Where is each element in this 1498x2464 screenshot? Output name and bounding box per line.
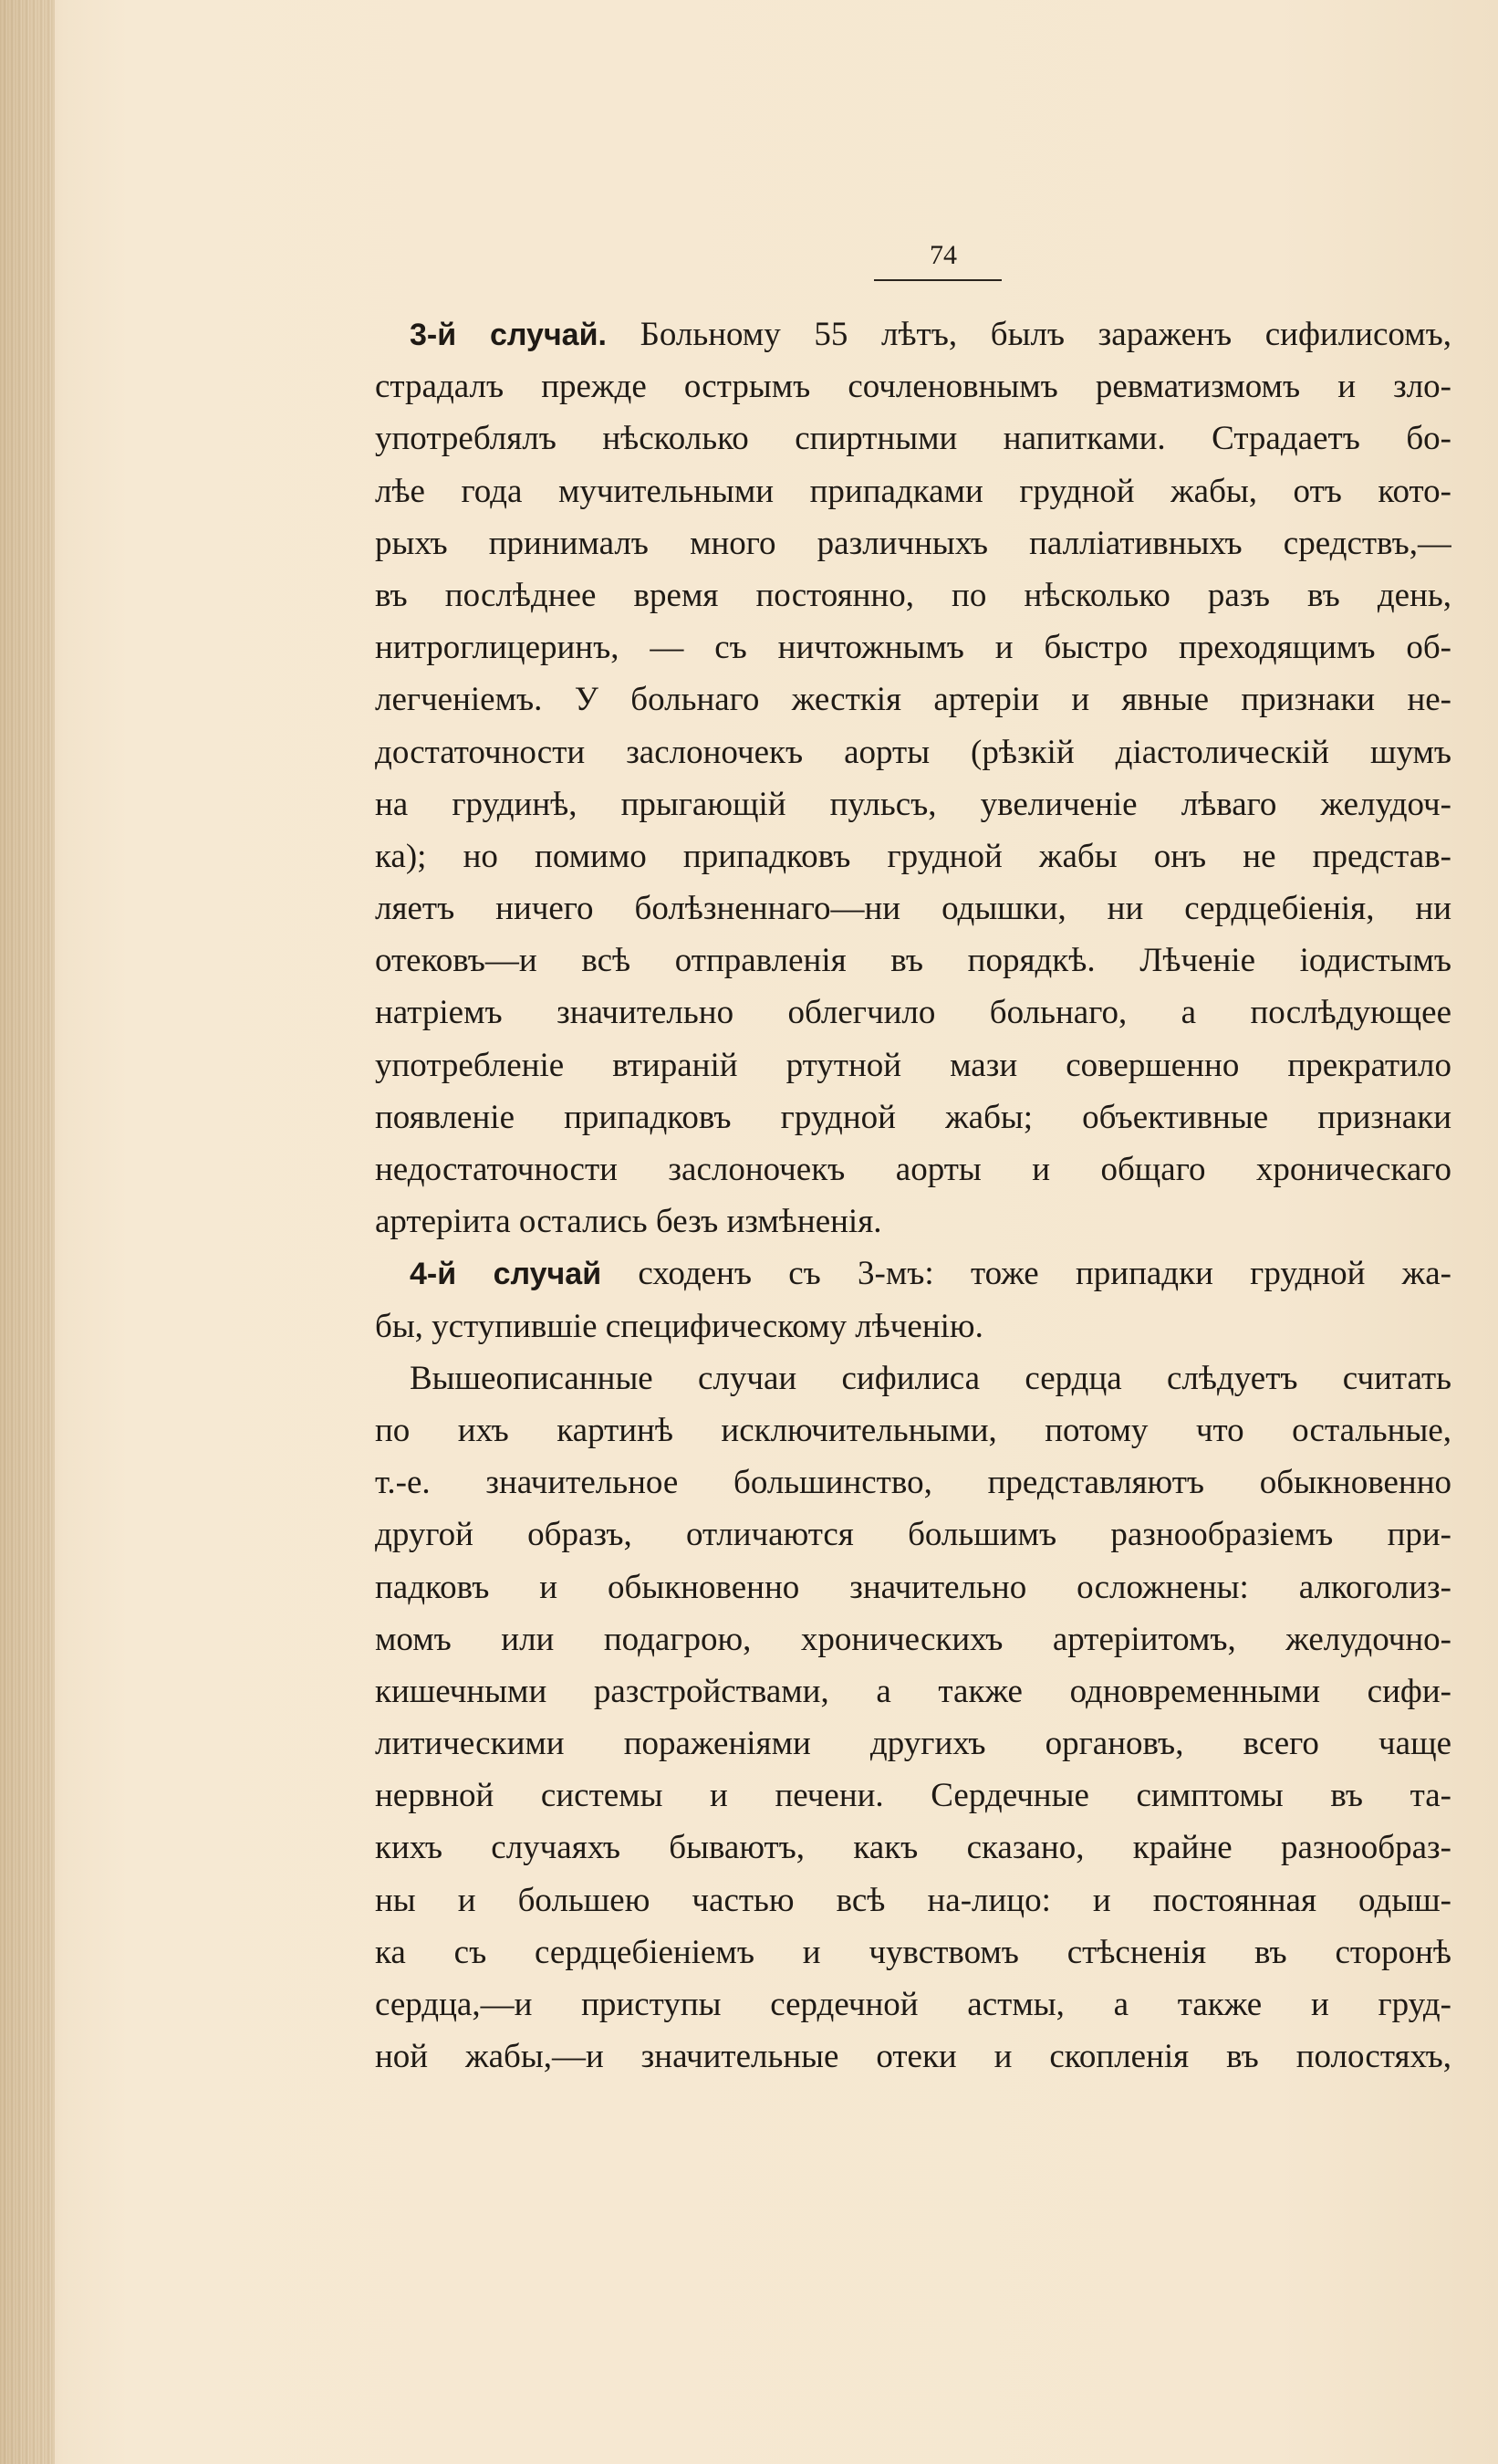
line-text: бы, уступившіе специфическому лѣченію. bbox=[375, 1307, 983, 1345]
line-text: недостаточности заслоночекъ аорты и общаго хроническаго bbox=[375, 1151, 1451, 1188]
text-line bbox=[375, 1404, 1451, 1456]
text-line bbox=[375, 987, 1451, 1039]
text-line bbox=[375, 934, 1451, 987]
text-line bbox=[375, 1195, 1451, 1248]
text-line bbox=[375, 726, 1451, 778]
text-line bbox=[375, 1561, 1451, 1613]
line-text: т.-е. значительное большинство, представляютъ обыкновенно bbox=[375, 1464, 1451, 1502]
line-text: кишечными разстройствами, а также одновременными сифи- bbox=[375, 1672, 1451, 1710]
text-line bbox=[375, 1613, 1451, 1665]
text-line bbox=[375, 569, 1451, 621]
line-text: появленіе припадковъ грудной жабы; объективные признаки bbox=[375, 1098, 1451, 1136]
line-text: падковъ и обыкновенно значительно осложнены: алкоголиз- bbox=[375, 1568, 1451, 1606]
page-number: 74 bbox=[930, 240, 957, 270]
line-text: сердца,—и приступы сердечной астмы, а также и груд- bbox=[375, 1986, 1451, 2023]
line-text: на грудинѣ, прыгающій пульсъ, увеличеніе лѣваго желудоч- bbox=[375, 785, 1451, 823]
case-heading: 3-й случай. bbox=[410, 318, 607, 352]
text-line bbox=[375, 1979, 1451, 2031]
line-text: артеріита остались безъ измѣненія. bbox=[375, 1203, 882, 1241]
text-line bbox=[375, 1352, 1451, 1404]
line-text: момъ или подагрою, хроническихъ артеріитомъ, желудочно- bbox=[375, 1620, 1451, 1658]
page-number-rule bbox=[874, 279, 1002, 281]
text-line bbox=[375, 412, 1451, 465]
text-line bbox=[375, 778, 1451, 830]
line-text: кихъ случаяхъ бываютъ, какъ сказано, крайне разнообраз- bbox=[375, 1829, 1451, 1867]
body-text bbox=[375, 308, 1451, 2083]
text-line bbox=[375, 1874, 1451, 1926]
text-line bbox=[375, 1091, 1451, 1143]
text-line bbox=[375, 673, 1451, 726]
text-line bbox=[375, 621, 1451, 673]
text-line bbox=[375, 882, 1451, 934]
text-line bbox=[375, 1717, 1451, 1770]
text-line bbox=[375, 2031, 1451, 2083]
line-text: другой образъ, отличаются большимъ разнообразіемъ при- bbox=[375, 1516, 1451, 1554]
line-text: достаточности заслоночекъ аорты (рѣзкій діастолическій шумъ bbox=[375, 733, 1451, 771]
line-text: натріемъ значительно облегчило больнаго, а послѣдующее bbox=[375, 994, 1451, 1032]
case-heading: 4-й случай bbox=[410, 1257, 602, 1292]
line-text: страдалъ прежде острымъ сочленовнымъ ревматизмомъ и зло- bbox=[375, 368, 1451, 406]
line-text: нитроглицеринъ, — съ ничтожнымъ и быстро преходящимъ об- bbox=[375, 629, 1451, 667]
text-line bbox=[375, 1143, 1451, 1195]
text-line bbox=[375, 1926, 1451, 1979]
line-text: употребленіе втираній ртутной мази совершенно прекратило bbox=[375, 1046, 1451, 1084]
line-text: ны и большею частью всѣ на-лицо: и постоянная одыш- bbox=[375, 1881, 1451, 1919]
line-text: ной жабы,—и значительные отеки и скопленія въ полостяхъ, bbox=[375, 2038, 1451, 2076]
line-text: литическими пораженіями другихъ органовъ, всего чаще bbox=[375, 1725, 1451, 1763]
line-text: отековъ—и всѣ отправленія въ порядкѣ. Лѣченіе іодистымъ bbox=[375, 942, 1451, 980]
line-text: по ихъ картинѣ исключительными, потому что остальные, bbox=[375, 1411, 1451, 1449]
text-line bbox=[375, 830, 1451, 882]
line-text: употреблялъ нѣсколько спиртными напитками. Страдаетъ бо- bbox=[375, 420, 1451, 458]
text-line bbox=[375, 1770, 1451, 1822]
line-text: Больному 55 лѣтъ, былъ зараженъ сифилисомъ, bbox=[606, 316, 1451, 353]
text-line bbox=[375, 1665, 1451, 1717]
line-text: рыхъ принималъ много различныхъ палліативныхъ средствъ,— bbox=[375, 524, 1451, 562]
text-line bbox=[375, 360, 1451, 412]
text-line bbox=[375, 1456, 1451, 1509]
text-line bbox=[375, 308, 1451, 360]
line-text: нервной системы и печени. Сердечные симптомы въ та- bbox=[375, 1777, 1451, 1815]
line-text: Вышеописанные случаи сифилиса сердца слѣдуетъ считать bbox=[410, 1359, 1451, 1397]
line-text: ка); но помимо припадковъ грудной жабы онъ не представ- bbox=[375, 837, 1451, 875]
line-text: ляетъ ничего болѣзненнаго—ни одышки, ни сердцебіенія, ни bbox=[375, 890, 1451, 928]
text-line bbox=[375, 1039, 1451, 1091]
line-text: легченіемъ. У больнаго жесткія артеріи и явные признаки не- bbox=[375, 681, 1451, 719]
text-line bbox=[375, 1509, 1451, 1561]
line-text: лѣе года мучительными припадками грудной жабы, отъ кото- bbox=[375, 472, 1451, 510]
line-text: ка съ сердцебіеніемъ и чувствомъ стѣсненія въ сторонѣ bbox=[375, 1933, 1451, 1971]
text-line bbox=[375, 465, 1451, 517]
line-text: сходенъ съ 3-мъ: тоже припадки грудной жа- bbox=[601, 1255, 1451, 1293]
line-text: въ послѣднее время постоянно, по нѣсколько разъ въ день, bbox=[375, 576, 1451, 614]
text-line bbox=[375, 1248, 1451, 1300]
text-line bbox=[375, 1300, 1451, 1352]
text-line bbox=[375, 517, 1451, 569]
page-binding-edge bbox=[0, 0, 55, 2464]
text-line bbox=[375, 1822, 1451, 1874]
